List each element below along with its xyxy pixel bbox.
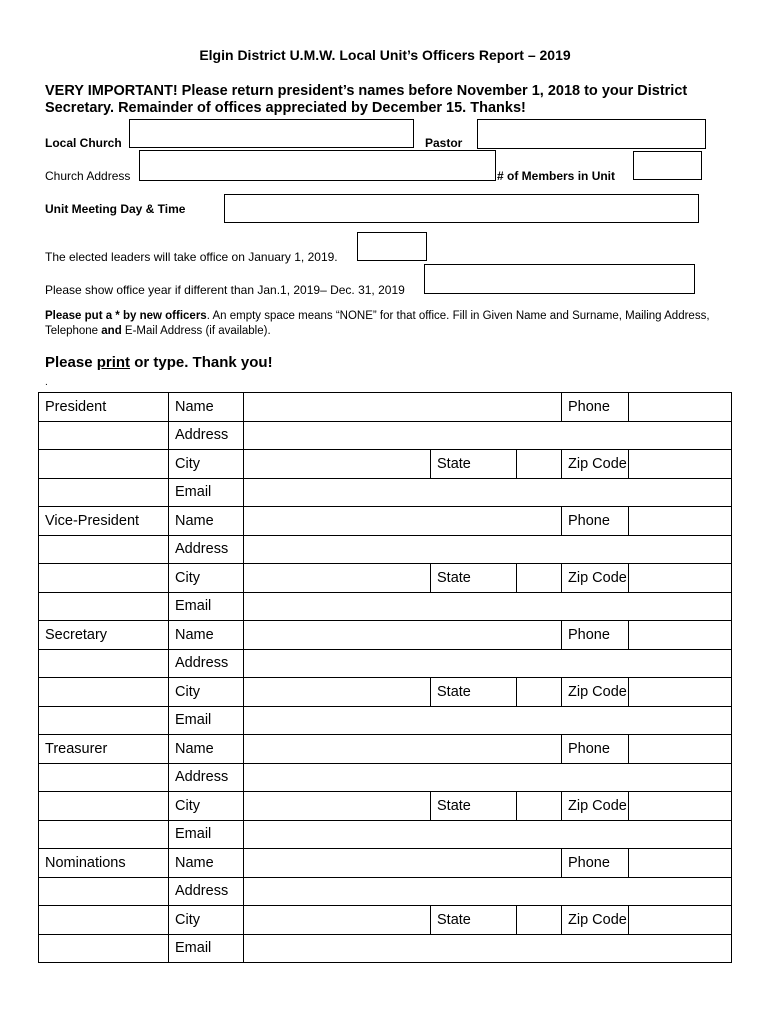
table-row	[39, 792, 732, 821]
table-row	[39, 763, 732, 792]
city-label: City	[169, 678, 244, 707]
secretary-state-field[interactable]	[517, 678, 562, 707]
office-spacer	[39, 649, 169, 678]
instructions-text-2: E-Mail Address (if available).	[121, 325, 271, 337]
secretary-city-field[interactable]	[244, 678, 431, 707]
instructions-text-1: . An empty space means “NONE” for that office. Fill in Given Name and Surname, Mailing Address, Telephone	[45, 310, 710, 337]
table-row	[39, 535, 732, 564]
table-row	[39, 507, 732, 536]
office-spacer	[39, 792, 169, 821]
president-name-field[interactable]	[244, 393, 562, 422]
treasurer-city-field[interactable]	[244, 792, 431, 821]
name-label: Name	[169, 735, 244, 764]
church-address-field[interactable]	[139, 150, 496, 181]
table-row	[39, 706, 732, 735]
vice-president-office-label: Vice-President	[39, 507, 169, 536]
office-spacer	[39, 450, 169, 479]
office-year-text: Please show office year if different than Jan.1, 2019– Dec. 31, 2019	[45, 283, 405, 297]
instructions-and: and	[101, 325, 122, 337]
treasurer-address-field[interactable]	[244, 763, 732, 792]
table-row	[39, 450, 732, 479]
office-spacer	[39, 906, 169, 935]
table-row	[39, 678, 732, 707]
vice-president-zip-field[interactable]	[629, 564, 732, 593]
table-row	[39, 820, 732, 849]
secretary-name-field[interactable]	[244, 621, 562, 650]
vice-president-name-field[interactable]	[244, 507, 562, 536]
name-label: Name	[169, 393, 244, 422]
email-label: Email	[169, 478, 244, 507]
address-label: Address	[169, 649, 244, 678]
office-spacer	[39, 706, 169, 735]
print-prefix: Please	[45, 354, 97, 371]
office-spacer	[39, 934, 169, 963]
office-spacer	[39, 564, 169, 593]
members-field[interactable]	[633, 151, 702, 180]
zip-label: Zip Code	[562, 792, 629, 821]
instructions-bold: Please put a * by new officers	[45, 310, 207, 322]
president-office-label: President	[39, 393, 169, 422]
address-label: Address	[169, 421, 244, 450]
table-row	[39, 934, 732, 963]
important-notice: VERY IMPORTANT! Please return president’s names before November 1, 2018 to your District Secretary. Remainder of offices appreciated by December 15. Thanks!	[45, 83, 688, 116]
pastor-field[interactable]	[477, 119, 706, 149]
table-row	[39, 849, 732, 878]
table-row	[39, 421, 732, 450]
zip-label: Zip Code	[562, 906, 629, 935]
meeting-field[interactable]	[224, 194, 699, 223]
page-title: Elgin District U.M.W. Local Unit’s Officers Report – 2019	[199, 47, 571, 63]
local-church-field[interactable]	[129, 119, 414, 148]
phone-label: Phone	[562, 735, 629, 764]
take-office-field[interactable]	[357, 232, 427, 261]
table-row	[39, 649, 732, 678]
email-label: Email	[169, 706, 244, 735]
state-label: State	[431, 564, 517, 593]
print-instruction	[45, 354, 273, 371]
nominations-state-field[interactable]	[517, 906, 562, 935]
secretary-office-label: Secretary	[39, 621, 169, 650]
secretary-email-field[interactable]	[244, 706, 732, 735]
name-label: Name	[169, 507, 244, 536]
office-spacer	[39, 592, 169, 621]
vice-president-state-field[interactable]	[517, 564, 562, 593]
vice-president-address-field[interactable]	[244, 535, 732, 564]
email-label: Email	[169, 934, 244, 963]
secretary-address-field[interactable]	[244, 649, 732, 678]
phone-label: Phone	[562, 621, 629, 650]
table-row	[39, 564, 732, 593]
state-label: State	[431, 792, 517, 821]
office-spacer	[39, 535, 169, 564]
table-row	[39, 877, 732, 906]
address-label: Address	[169, 877, 244, 906]
table-row	[39, 393, 732, 422]
table-row	[39, 621, 732, 650]
nominations-zip-field[interactable]	[629, 906, 732, 935]
officers-table	[38, 392, 732, 963]
city-label: City	[169, 564, 244, 593]
instructions	[45, 309, 735, 339]
zip-label: Zip Code	[562, 564, 629, 593]
office-spacer	[39, 877, 169, 906]
nominations-city-field[interactable]	[244, 906, 431, 935]
vice-president-email-field[interactable]	[244, 592, 732, 621]
nominations-name-field[interactable]	[244, 849, 562, 878]
office-spacer	[39, 478, 169, 507]
state-label: State	[431, 906, 517, 935]
print-underlined: print	[96, 354, 131, 371]
president-address-field[interactable]	[244, 421, 732, 450]
zip-label: Zip Code	[562, 678, 629, 707]
nominations-email-field[interactable]	[244, 934, 732, 963]
president-zip-field[interactable]	[629, 450, 732, 479]
treasurer-email-field[interactable]	[244, 820, 732, 849]
local-church-label: Local Church	[45, 136, 122, 150]
zip-label: Zip Code	[562, 450, 629, 479]
take-office-text: The elected leaders will take office on January 1, 2019.	[45, 250, 338, 264]
treasurer-phone-field[interactable]	[629, 735, 732, 764]
email-label: Email	[169, 820, 244, 849]
office-spacer	[39, 421, 169, 450]
table-row	[39, 478, 732, 507]
treasurer-office-label: Treasurer	[39, 735, 169, 764]
table-row	[39, 906, 732, 935]
treasurer-zip-field[interactable]	[629, 792, 732, 821]
nominations-phone-field[interactable]	[629, 849, 732, 878]
church-address-label: Church Address	[45, 169, 131, 183]
address-label: Address	[169, 535, 244, 564]
president-state-field[interactable]	[517, 450, 562, 479]
table-row	[39, 735, 732, 764]
president-email-field[interactable]	[244, 478, 732, 507]
pastor-label: Pastor	[425, 136, 463, 150]
office-spacer	[39, 763, 169, 792]
city-label: City	[169, 906, 244, 935]
address-label: Address	[169, 763, 244, 792]
phone-label: Phone	[562, 849, 629, 878]
president-phone-field[interactable]	[629, 393, 732, 422]
email-label: Email	[169, 592, 244, 621]
office-spacer	[39, 820, 169, 849]
state-label: State	[431, 450, 517, 479]
meeting-label: Unit Meeting Day & Time	[45, 202, 186, 216]
members-label: # of Members in Unit	[497, 169, 616, 183]
office-year-field[interactable]	[424, 264, 695, 294]
president-city-field[interactable]	[244, 450, 431, 479]
nominations-office-label: Nominations	[39, 849, 169, 878]
secretary-phone-field[interactable]	[629, 621, 732, 650]
table-row	[39, 592, 732, 621]
treasurer-state-field[interactable]	[517, 792, 562, 821]
city-label: City	[169, 792, 244, 821]
state-label: State	[431, 678, 517, 707]
city-label: City	[169, 450, 244, 479]
name-label: Name	[169, 849, 244, 878]
vice-president-phone-field[interactable]	[629, 507, 732, 536]
office-spacer	[39, 678, 169, 707]
phone-label: Phone	[562, 393, 629, 422]
print-suffix: or type. Thank you!	[130, 354, 273, 371]
treasurer-name-field[interactable]	[244, 735, 562, 764]
phone-label: Phone	[562, 507, 629, 536]
name-label: Name	[169, 621, 244, 650]
nominations-address-field[interactable]	[244, 877, 732, 906]
vice-president-city-field[interactable]	[244, 564, 431, 593]
dot-mark: .	[45, 377, 48, 388]
secretary-zip-field[interactable]	[629, 678, 732, 707]
